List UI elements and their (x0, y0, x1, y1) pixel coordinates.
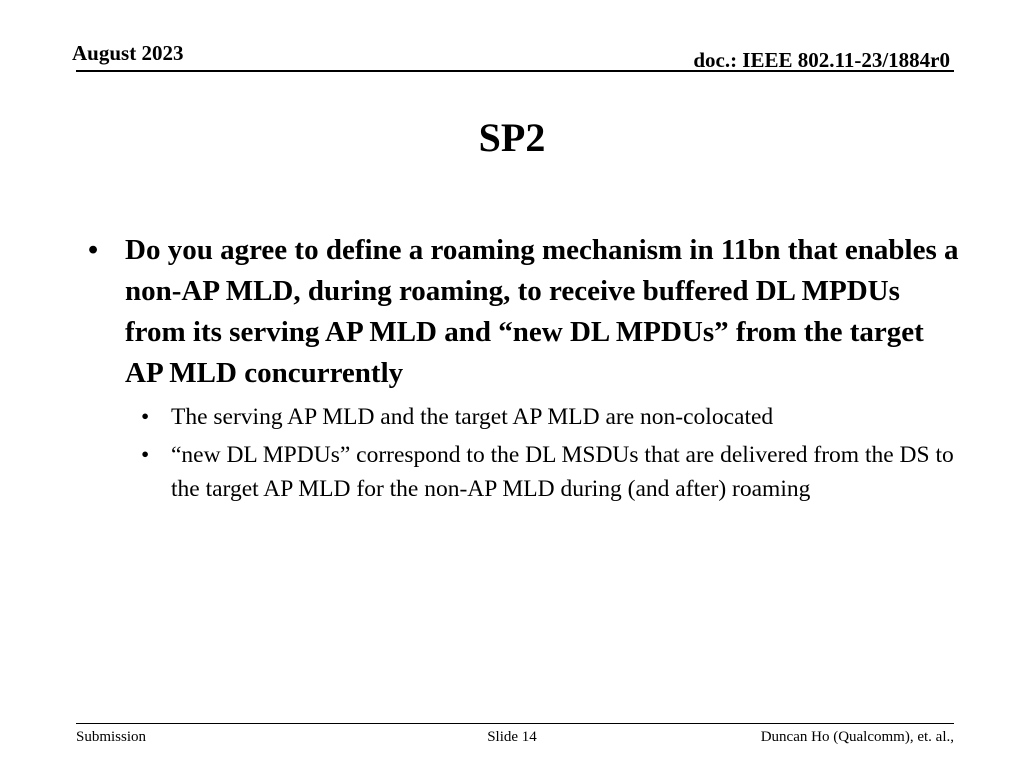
footer-divider (76, 723, 954, 724)
header-divider (76, 70, 954, 72)
footer-submission: Submission (76, 729, 147, 745)
footer-slide-number: Slide 14 (487, 729, 537, 745)
footer-author: Duncan Ho (Qualcomm), et. al., (760, 729, 954, 745)
slide-body (86, 230, 966, 506)
header-doc-id: doc.: IEEE 802.11-23/1884r0 (693, 48, 950, 72)
main-bullet (86, 230, 966, 394)
slide-title: SP2 (478, 115, 546, 160)
sub-bullet (86, 400, 966, 434)
header-date: August 2023 (72, 41, 184, 65)
bullet-icon: • (141, 442, 150, 468)
bullet-icon: • (88, 234, 99, 266)
sub-bullet-text: The serving AP MLD and the target AP MLD are non-colocated (171, 404, 774, 430)
main-bullet-text: Do you agree to define a roaming mechanism in 11bn that enables a non-AP MLD, during roaming, to receive buffered DL MPDUs from its serving AP MLD and “new DL MPDUs” from the target AP MLD concurrently (125, 234, 959, 389)
sub-bullet-text: “new DL MPDUs” correspond to the DL MSDUs that are delivered from the DS to the target AP MLD for the non-AP MLD during (and after) roaming (171, 442, 954, 502)
bullet-icon: • (141, 404, 150, 430)
sub-bullet (86, 438, 966, 506)
